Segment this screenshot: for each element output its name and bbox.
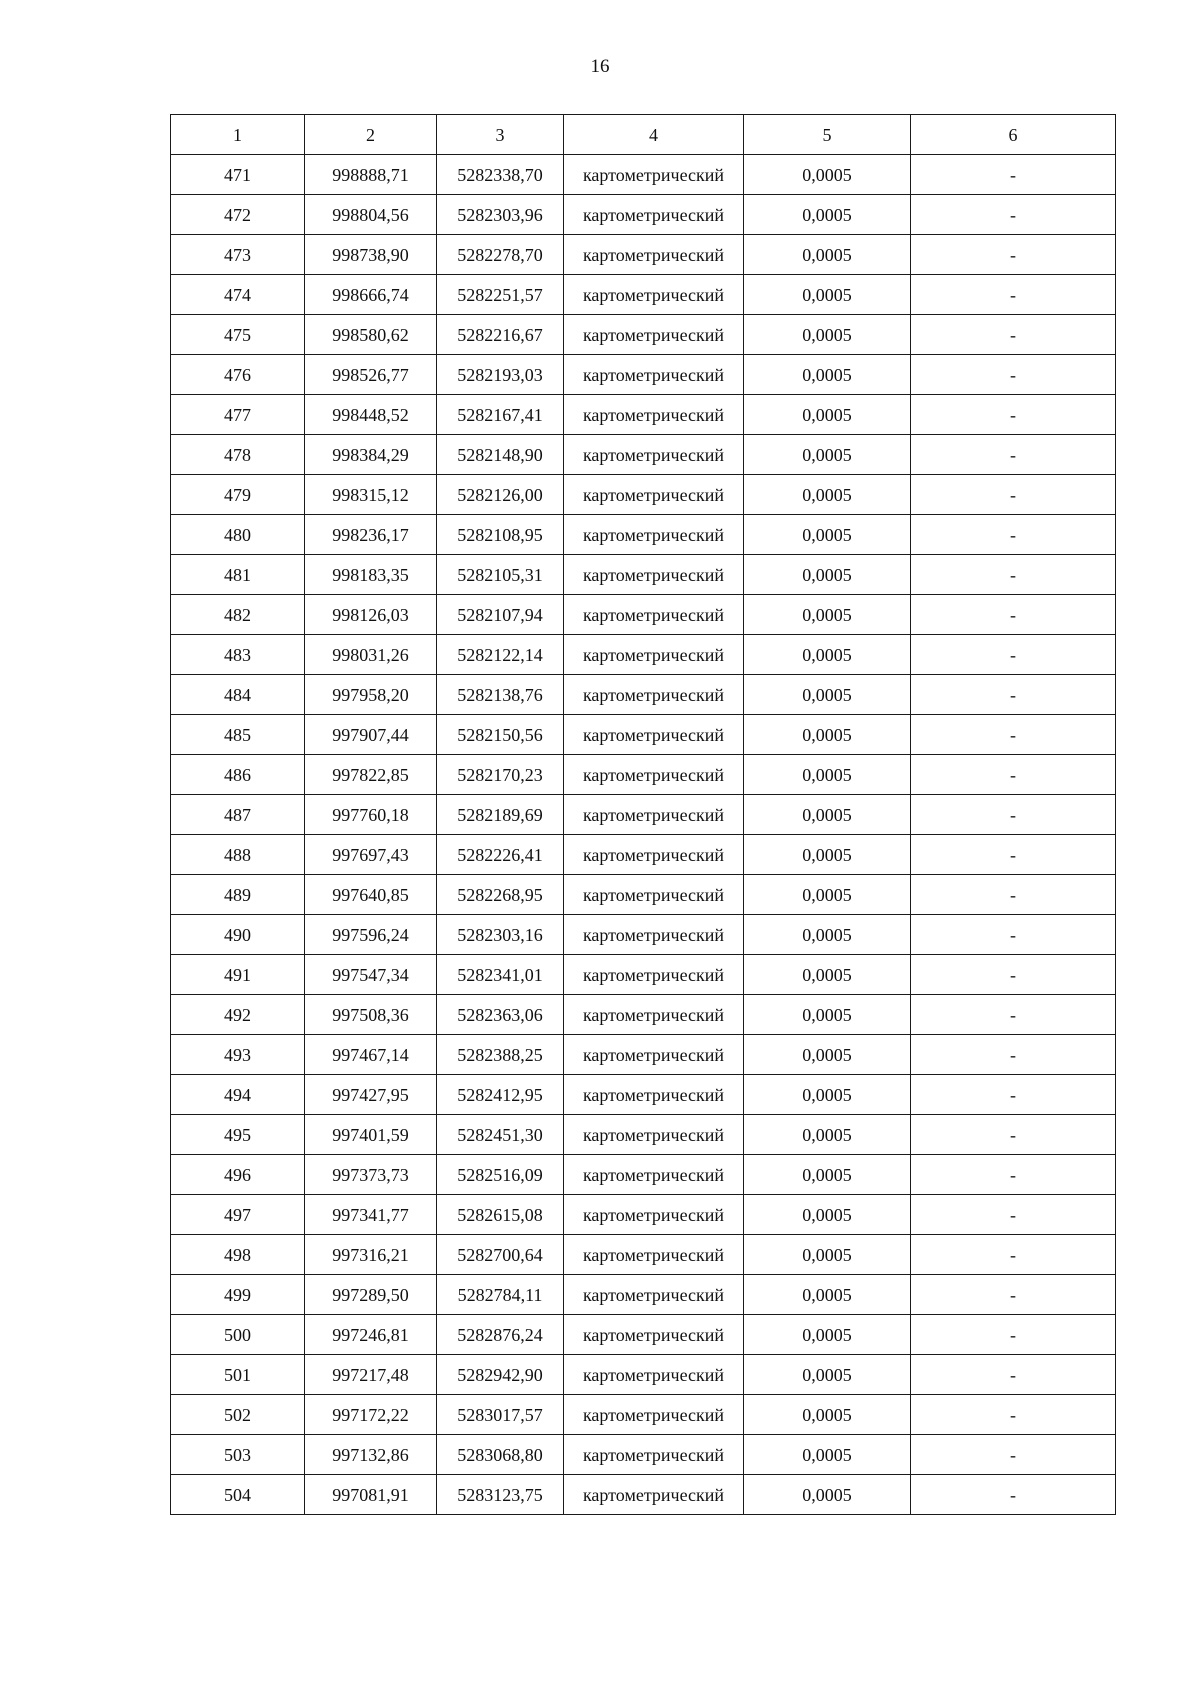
method-cell: картометрический bbox=[564, 1235, 744, 1275]
x-coordinate-cell: 998384,29 bbox=[305, 435, 437, 475]
method-cell: картометрический bbox=[564, 515, 744, 555]
x-coordinate-cell: 998126,03 bbox=[305, 595, 437, 635]
method-cell: картометрический bbox=[564, 1475, 744, 1515]
table-body bbox=[171, 155, 1116, 1515]
accuracy-cell: 0,0005 bbox=[744, 155, 911, 195]
y-coordinate-cell: 5283068,80 bbox=[437, 1435, 564, 1475]
method-cell: картометрический bbox=[564, 1075, 744, 1115]
note-cell: - bbox=[911, 755, 1116, 795]
point-number-cell: 493 bbox=[171, 1035, 305, 1075]
table-row bbox=[171, 555, 1116, 595]
x-coordinate-cell: 997289,50 bbox=[305, 1275, 437, 1315]
accuracy-cell: 0,0005 bbox=[744, 555, 911, 595]
note-cell: - bbox=[911, 1195, 1116, 1235]
note-cell: - bbox=[911, 955, 1116, 995]
accuracy-cell: 0,0005 bbox=[744, 355, 911, 395]
method-cell: картометрический bbox=[564, 875, 744, 915]
note-cell: - bbox=[911, 195, 1116, 235]
table-row bbox=[171, 475, 1116, 515]
y-coordinate-cell: 5282107,94 bbox=[437, 595, 564, 635]
accuracy-cell: 0,0005 bbox=[744, 1155, 911, 1195]
accuracy-cell: 0,0005 bbox=[744, 595, 911, 635]
method-cell: картометрический bbox=[564, 595, 744, 635]
table-row bbox=[171, 1315, 1116, 1355]
table-header bbox=[171, 115, 1116, 155]
point-number-cell: 496 bbox=[171, 1155, 305, 1195]
point-number-cell: 492 bbox=[171, 995, 305, 1035]
note-cell: - bbox=[911, 1475, 1116, 1515]
point-number-cell: 499 bbox=[171, 1275, 305, 1315]
point-number-cell: 495 bbox=[171, 1115, 305, 1155]
note-cell: - bbox=[911, 715, 1116, 755]
table-row bbox=[171, 595, 1116, 635]
method-cell: картометрический bbox=[564, 555, 744, 595]
accuracy-cell: 0,0005 bbox=[744, 395, 911, 435]
x-coordinate-cell: 998236,17 bbox=[305, 515, 437, 555]
table-row bbox=[171, 835, 1116, 875]
method-cell: картометрический bbox=[564, 395, 744, 435]
accuracy-cell: 0,0005 bbox=[744, 1195, 911, 1235]
point-number-cell: 487 bbox=[171, 795, 305, 835]
method-cell: картометрический bbox=[564, 1035, 744, 1075]
table-row bbox=[171, 995, 1116, 1035]
x-coordinate-cell: 997217,48 bbox=[305, 1355, 437, 1395]
note-cell: - bbox=[911, 1435, 1116, 1475]
y-coordinate-cell: 5282451,30 bbox=[437, 1115, 564, 1155]
y-coordinate-cell: 5282150,56 bbox=[437, 715, 564, 755]
method-cell: картометрический bbox=[564, 355, 744, 395]
point-number-cell: 478 bbox=[171, 435, 305, 475]
table-row bbox=[171, 1235, 1116, 1275]
method-cell: картометрический bbox=[564, 1395, 744, 1435]
point-number-cell: 491 bbox=[171, 955, 305, 995]
point-number-cell: 504 bbox=[171, 1475, 305, 1515]
point-number-cell: 483 bbox=[171, 635, 305, 675]
y-coordinate-cell: 5282216,67 bbox=[437, 315, 564, 355]
x-coordinate-cell: 998738,90 bbox=[305, 235, 437, 275]
table-row bbox=[171, 955, 1116, 995]
accuracy-cell: 0,0005 bbox=[744, 795, 911, 835]
accuracy-cell: 0,0005 bbox=[744, 1035, 911, 1075]
table-row bbox=[171, 155, 1116, 195]
x-coordinate-cell: 998804,56 bbox=[305, 195, 437, 235]
table-row bbox=[171, 1195, 1116, 1235]
method-cell: картометрический bbox=[564, 155, 744, 195]
method-cell: картометрический bbox=[564, 635, 744, 675]
accuracy-cell: 0,0005 bbox=[744, 1475, 911, 1515]
accuracy-cell: 0,0005 bbox=[744, 235, 911, 275]
table-row bbox=[171, 435, 1116, 475]
table-row bbox=[171, 755, 1116, 795]
y-coordinate-cell: 5282615,08 bbox=[437, 1195, 564, 1235]
accuracy-cell: 0,0005 bbox=[744, 195, 911, 235]
point-number-cell: 482 bbox=[171, 595, 305, 635]
note-cell: - bbox=[911, 1275, 1116, 1315]
y-coordinate-cell: 5282412,95 bbox=[437, 1075, 564, 1115]
x-coordinate-cell: 997958,20 bbox=[305, 675, 437, 715]
note-cell: - bbox=[911, 475, 1116, 515]
note-cell: - bbox=[911, 435, 1116, 475]
method-cell: картометрический bbox=[564, 1115, 744, 1155]
point-number-cell: 484 bbox=[171, 675, 305, 715]
point-number-cell: 489 bbox=[171, 875, 305, 915]
y-coordinate-cell: 5282126,00 bbox=[437, 475, 564, 515]
table-row bbox=[171, 715, 1116, 755]
point-number-cell: 500 bbox=[171, 1315, 305, 1355]
method-cell: картометрический bbox=[564, 435, 744, 475]
x-coordinate-cell: 997596,24 bbox=[305, 915, 437, 955]
accuracy-cell: 0,0005 bbox=[744, 1355, 911, 1395]
column-header-1: 1 bbox=[171, 115, 305, 155]
note-cell: - bbox=[911, 1395, 1116, 1435]
table-row bbox=[171, 875, 1116, 915]
note-cell: - bbox=[911, 395, 1116, 435]
accuracy-cell: 0,0005 bbox=[744, 1075, 911, 1115]
y-coordinate-cell: 5282700,64 bbox=[437, 1235, 564, 1275]
table-row bbox=[171, 1475, 1116, 1515]
header-row bbox=[171, 115, 1116, 155]
y-coordinate-cell: 5282338,70 bbox=[437, 155, 564, 195]
y-coordinate-cell: 5283123,75 bbox=[437, 1475, 564, 1515]
table-row bbox=[171, 355, 1116, 395]
x-coordinate-cell: 998315,12 bbox=[305, 475, 437, 515]
point-number-cell: 490 bbox=[171, 915, 305, 955]
x-coordinate-cell: 998888,71 bbox=[305, 155, 437, 195]
note-cell: - bbox=[911, 795, 1116, 835]
accuracy-cell: 0,0005 bbox=[744, 275, 911, 315]
y-coordinate-cell: 5282105,31 bbox=[437, 555, 564, 595]
y-coordinate-cell: 5282278,70 bbox=[437, 235, 564, 275]
method-cell: картометрический bbox=[564, 235, 744, 275]
x-coordinate-cell: 997316,21 bbox=[305, 1235, 437, 1275]
y-coordinate-cell: 5282167,41 bbox=[437, 395, 564, 435]
accuracy-cell: 0,0005 bbox=[744, 915, 911, 955]
x-coordinate-cell: 998183,35 bbox=[305, 555, 437, 595]
y-coordinate-cell: 5282516,09 bbox=[437, 1155, 564, 1195]
accuracy-cell: 0,0005 bbox=[744, 515, 911, 555]
table-row bbox=[171, 1115, 1116, 1155]
x-coordinate-cell: 998031,26 bbox=[305, 635, 437, 675]
y-coordinate-cell: 5282193,03 bbox=[437, 355, 564, 395]
note-cell: - bbox=[911, 875, 1116, 915]
method-cell: картометрический bbox=[564, 195, 744, 235]
x-coordinate-cell: 997373,73 bbox=[305, 1155, 437, 1195]
y-coordinate-cell: 5282170,23 bbox=[437, 755, 564, 795]
note-cell: - bbox=[911, 1315, 1116, 1355]
x-coordinate-cell: 997172,22 bbox=[305, 1395, 437, 1435]
method-cell: картометрический bbox=[564, 1155, 744, 1195]
note-cell: - bbox=[911, 675, 1116, 715]
page-number: 16 bbox=[590, 56, 610, 77]
note-cell: - bbox=[911, 595, 1116, 635]
note-cell: - bbox=[911, 555, 1116, 595]
table-row bbox=[171, 1435, 1116, 1475]
coordinates-table-container bbox=[170, 114, 1115, 1515]
table-row bbox=[171, 1355, 1116, 1395]
y-coordinate-cell: 5282388,25 bbox=[437, 1035, 564, 1075]
x-coordinate-cell: 997401,59 bbox=[305, 1115, 437, 1155]
point-number-cell: 472 bbox=[171, 195, 305, 235]
method-cell: картометрический bbox=[564, 315, 744, 355]
accuracy-cell: 0,0005 bbox=[744, 1395, 911, 1435]
method-cell: картометрический bbox=[564, 1435, 744, 1475]
note-cell: - bbox=[911, 155, 1116, 195]
table-row bbox=[171, 795, 1116, 835]
y-coordinate-cell: 5282942,90 bbox=[437, 1355, 564, 1395]
accuracy-cell: 0,0005 bbox=[744, 955, 911, 995]
table-row bbox=[171, 1275, 1116, 1315]
method-cell: картометрический bbox=[564, 275, 744, 315]
point-number-cell: 475 bbox=[171, 315, 305, 355]
accuracy-cell: 0,0005 bbox=[744, 715, 911, 755]
table-row bbox=[171, 1155, 1116, 1195]
x-coordinate-cell: 997822,85 bbox=[305, 755, 437, 795]
point-number-cell: 473 bbox=[171, 235, 305, 275]
point-number-cell: 501 bbox=[171, 1355, 305, 1395]
accuracy-cell: 0,0005 bbox=[744, 635, 911, 675]
column-header-2: 2 bbox=[305, 115, 437, 155]
y-coordinate-cell: 5282251,57 bbox=[437, 275, 564, 315]
x-coordinate-cell: 997697,43 bbox=[305, 835, 437, 875]
y-coordinate-cell: 5282148,90 bbox=[437, 435, 564, 475]
column-header-3: 3 bbox=[437, 115, 564, 155]
method-cell: картометрический bbox=[564, 675, 744, 715]
y-coordinate-cell: 5282108,95 bbox=[437, 515, 564, 555]
point-number-cell: 497 bbox=[171, 1195, 305, 1235]
point-number-cell: 486 bbox=[171, 755, 305, 795]
column-header-5: 5 bbox=[744, 115, 911, 155]
accuracy-cell: 0,0005 bbox=[744, 875, 911, 915]
note-cell: - bbox=[911, 1075, 1116, 1115]
note-cell: - bbox=[911, 1035, 1116, 1075]
method-cell: картометрический bbox=[564, 995, 744, 1035]
accuracy-cell: 0,0005 bbox=[744, 755, 911, 795]
note-cell: - bbox=[911, 1355, 1116, 1395]
method-cell: картометрический bbox=[564, 1195, 744, 1235]
x-coordinate-cell: 997640,85 bbox=[305, 875, 437, 915]
note-cell: - bbox=[911, 1235, 1116, 1275]
accuracy-cell: 0,0005 bbox=[744, 1235, 911, 1275]
table-row bbox=[171, 515, 1116, 555]
accuracy-cell: 0,0005 bbox=[744, 1275, 911, 1315]
point-number-cell: 503 bbox=[171, 1435, 305, 1475]
point-number-cell: 476 bbox=[171, 355, 305, 395]
point-number-cell: 474 bbox=[171, 275, 305, 315]
note-cell: - bbox=[911, 835, 1116, 875]
y-coordinate-cell: 5282226,41 bbox=[437, 835, 564, 875]
x-coordinate-cell: 998580,62 bbox=[305, 315, 437, 355]
method-cell: картометрический bbox=[564, 795, 744, 835]
y-coordinate-cell: 5282363,06 bbox=[437, 995, 564, 1035]
x-coordinate-cell: 997508,36 bbox=[305, 995, 437, 1035]
point-number-cell: 479 bbox=[171, 475, 305, 515]
y-coordinate-cell: 5282268,95 bbox=[437, 875, 564, 915]
x-coordinate-cell: 998666,74 bbox=[305, 275, 437, 315]
y-coordinate-cell: 5282784,11 bbox=[437, 1275, 564, 1315]
accuracy-cell: 0,0005 bbox=[744, 475, 911, 515]
accuracy-cell: 0,0005 bbox=[744, 835, 911, 875]
x-coordinate-cell: 997907,44 bbox=[305, 715, 437, 755]
method-cell: картометрический bbox=[564, 715, 744, 755]
table-row bbox=[171, 275, 1116, 315]
point-number-cell: 494 bbox=[171, 1075, 305, 1115]
table-row bbox=[171, 915, 1116, 955]
x-coordinate-cell: 997467,14 bbox=[305, 1035, 437, 1075]
method-cell: картометрический bbox=[564, 475, 744, 515]
accuracy-cell: 0,0005 bbox=[744, 995, 911, 1035]
point-number-cell: 480 bbox=[171, 515, 305, 555]
note-cell: - bbox=[911, 235, 1116, 275]
y-coordinate-cell: 5282341,01 bbox=[437, 955, 564, 995]
table-row bbox=[171, 1075, 1116, 1115]
note-cell: - bbox=[911, 315, 1116, 355]
y-coordinate-cell: 5282876,24 bbox=[437, 1315, 564, 1355]
note-cell: - bbox=[911, 995, 1116, 1035]
accuracy-cell: 0,0005 bbox=[744, 435, 911, 475]
y-coordinate-cell: 5282303,16 bbox=[437, 915, 564, 955]
point-number-cell: 481 bbox=[171, 555, 305, 595]
note-cell: - bbox=[911, 1115, 1116, 1155]
x-coordinate-cell: 997081,91 bbox=[305, 1475, 437, 1515]
coordinates-table bbox=[170, 114, 1116, 1515]
point-number-cell: 498 bbox=[171, 1235, 305, 1275]
method-cell: картометрический bbox=[564, 1275, 744, 1315]
y-coordinate-cell: 5282189,69 bbox=[437, 795, 564, 835]
method-cell: картометрический bbox=[564, 955, 744, 995]
x-coordinate-cell: 997547,34 bbox=[305, 955, 437, 995]
note-cell: - bbox=[911, 1155, 1116, 1195]
method-cell: картометрический bbox=[564, 1355, 744, 1395]
x-coordinate-cell: 997341,77 bbox=[305, 1195, 437, 1235]
note-cell: - bbox=[911, 635, 1116, 675]
point-number-cell: 471 bbox=[171, 155, 305, 195]
x-coordinate-cell: 998448,52 bbox=[305, 395, 437, 435]
x-coordinate-cell: 997427,95 bbox=[305, 1075, 437, 1115]
table-row bbox=[171, 1395, 1116, 1435]
x-coordinate-cell: 997132,86 bbox=[305, 1435, 437, 1475]
x-coordinate-cell: 998526,77 bbox=[305, 355, 437, 395]
method-cell: картометрический bbox=[564, 915, 744, 955]
point-number-cell: 485 bbox=[171, 715, 305, 755]
note-cell: - bbox=[911, 275, 1116, 315]
y-coordinate-cell: 5282303,96 bbox=[437, 195, 564, 235]
note-cell: - bbox=[911, 915, 1116, 955]
point-number-cell: 477 bbox=[171, 395, 305, 435]
note-cell: - bbox=[911, 355, 1116, 395]
y-coordinate-cell: 5283017,57 bbox=[437, 1395, 564, 1435]
note-cell: - bbox=[911, 515, 1116, 555]
column-header-4: 4 bbox=[564, 115, 744, 155]
y-coordinate-cell: 5282138,76 bbox=[437, 675, 564, 715]
accuracy-cell: 0,0005 bbox=[744, 1115, 911, 1155]
accuracy-cell: 0,0005 bbox=[744, 675, 911, 715]
point-number-cell: 488 bbox=[171, 835, 305, 875]
method-cell: картометрический bbox=[564, 1315, 744, 1355]
y-coordinate-cell: 5282122,14 bbox=[437, 635, 564, 675]
table-row bbox=[171, 235, 1116, 275]
table-row bbox=[171, 195, 1116, 235]
point-number-cell: 502 bbox=[171, 1395, 305, 1435]
column-header-6: 6 bbox=[911, 115, 1116, 155]
accuracy-cell: 0,0005 bbox=[744, 315, 911, 355]
table-row bbox=[171, 675, 1116, 715]
table-row bbox=[171, 1035, 1116, 1075]
x-coordinate-cell: 997246,81 bbox=[305, 1315, 437, 1355]
table-row bbox=[171, 395, 1116, 435]
x-coordinate-cell: 997760,18 bbox=[305, 795, 437, 835]
accuracy-cell: 0,0005 bbox=[744, 1435, 911, 1475]
method-cell: картометрический bbox=[564, 755, 744, 795]
method-cell: картометрический bbox=[564, 835, 744, 875]
accuracy-cell: 0,0005 bbox=[744, 1315, 911, 1355]
table-row bbox=[171, 315, 1116, 355]
table-row bbox=[171, 635, 1116, 675]
